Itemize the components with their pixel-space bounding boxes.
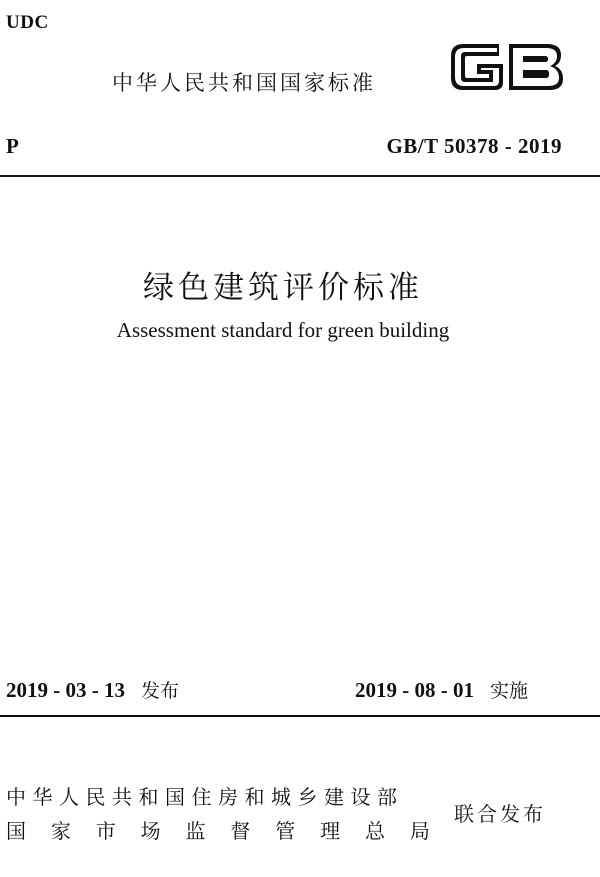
title-english: Assessment standard for green building xyxy=(116,318,450,342)
top-divider xyxy=(0,175,600,177)
classification-letter: P xyxy=(6,134,19,158)
issuer-ministry: 中华人民共和国住房和城乡建设部 xyxy=(6,785,404,809)
implement-date-row xyxy=(355,676,528,703)
standard-code: GB/T 50378 - 2019 xyxy=(386,134,562,158)
issuer-char: 管 xyxy=(275,819,296,843)
implement-date: 2019 - 08 - 01 xyxy=(355,678,474,702)
issuers-block xyxy=(6,780,430,848)
issuer-char: 局 xyxy=(409,819,430,843)
joint-publish-label: 联合发布 xyxy=(454,802,546,826)
issuer-char: 理 xyxy=(320,819,341,843)
issue-word: 发布 xyxy=(141,680,180,702)
udc-label: UDC xyxy=(6,12,49,33)
issuer-char: 家 xyxy=(50,819,71,843)
issuer-char: 监 xyxy=(185,819,206,843)
issuer-samr xyxy=(6,814,430,848)
issuer-char: 国 xyxy=(6,819,26,843)
national-standard-label: 中华人民共和国国家标准 xyxy=(112,71,376,95)
issuer-char: 总 xyxy=(365,819,385,843)
implement-word: 实施 xyxy=(490,680,529,702)
issuer-char: 场 xyxy=(140,819,161,843)
issue-date: 2019 - 03 - 13 xyxy=(6,678,125,702)
title-chinese: 绿色建筑评价标准 xyxy=(143,270,423,306)
bottom-divider xyxy=(0,715,600,717)
gb-logo-icon xyxy=(447,38,565,96)
issue-date-row xyxy=(6,676,179,703)
issuer-char: 市 xyxy=(95,819,116,843)
issuer-char: 督 xyxy=(230,819,251,843)
